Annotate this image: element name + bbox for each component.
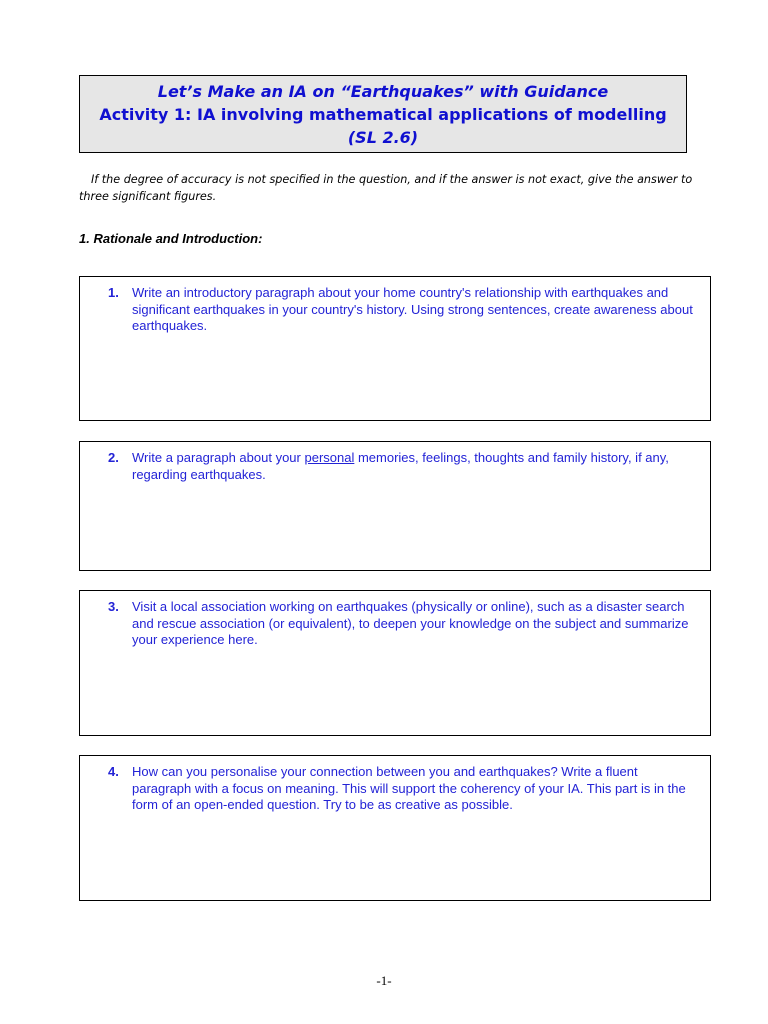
- task-1: [108, 285, 700, 335]
- task-text: Write an introductory paragraph about your home country's relationship with earthquakes and significant earthquakes in your country's history. Using strong sentences, create awareness about earthquakes.: [132, 285, 693, 333]
- underlined-word: personal: [304, 450, 355, 465]
- task-text: Visit a local association working on earthquakes (physically or online), such as a disaster search and rescue association (or equivalent), to deepen your knowledge on the subject and summarize your experience here.: [132, 599, 689, 647]
- task-number: 3.: [108, 599, 119, 614]
- page-number: -1-: [376, 973, 392, 988]
- task-box-1[interactable]: [79, 276, 711, 421]
- activity-title: Activity 1: IA involving mathematical applications of modelling: [99, 105, 667, 124]
- accuracy-note: If the degree of accuracy is not specified in the question, and if the answer is not exact, give the answer to three significant figures.: [79, 173, 693, 203]
- task-3: [108, 599, 700, 649]
- task-text-start: Write a paragraph about your: [132, 450, 305, 465]
- task-2: [108, 450, 700, 483]
- task-number: 1.: [108, 285, 119, 300]
- task-text-end: memories, feelings, thoughts and family history, if any, regarding earthquakes.: [132, 450, 669, 482]
- task-number: 4.: [108, 764, 119, 779]
- title-box: [79, 75, 687, 153]
- task-box-4[interactable]: [79, 755, 711, 901]
- activity-code: (SL 2.6): [347, 128, 419, 147]
- task-box-3[interactable]: [79, 590, 711, 736]
- task-number: 2.: [108, 450, 119, 465]
- task-4: [108, 764, 700, 814]
- task-text: How can you personalise your connection between you and earthquakes? Write a fluent paragraph with a focus on meaning. This will support the coherency of your IA. This part is in the form of an open-ended question. Try to be as creative as possible.: [132, 764, 686, 812]
- section-heading: 1. Rationale and Introduction:: [79, 231, 263, 246]
- document-title: Let’s Make an IA on “Earthquakes” with Guidance: [157, 82, 609, 101]
- task-box-2[interactable]: [79, 441, 711, 571]
